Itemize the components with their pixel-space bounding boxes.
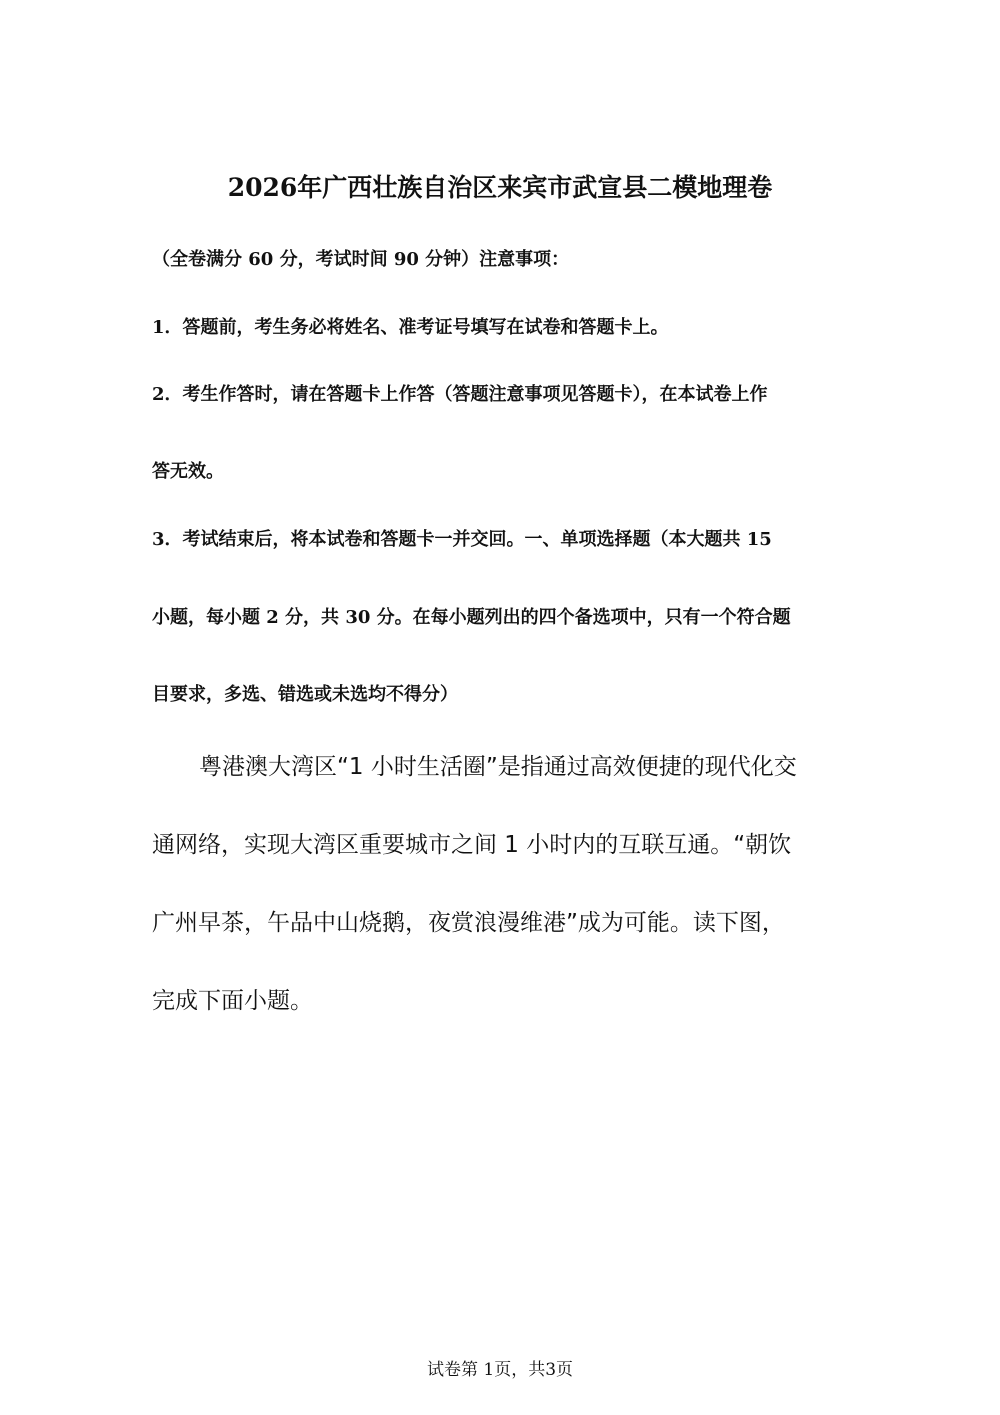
page-footer: 试卷第 1页，共3页 bbox=[426, 1360, 574, 1380]
notice-item-3: 3．考试结束后，将本试卷和答题卡一并交回。一、单项选择题（本大题共 15 bbox=[152, 529, 772, 550]
page-title: 2026年广西壮族自治区来宾市武宣县二模地理卷 bbox=[227, 173, 773, 202]
passage-line-1: 粤港澳大湾区“1 小时生活圈”是指通过高效便捷的现代化交 bbox=[199, 754, 797, 780]
notice-item-2-cont: 答无效。 bbox=[152, 461, 224, 482]
notice-item-1: 1．答题前，考生务必将姓名、准考证号填写在试卷和答题卡上。 bbox=[152, 317, 669, 338]
section-instructions: 小题，每小题 2 分，共 30 分。在每小题列出的四个备选项中，只有一个符合题 bbox=[152, 607, 791, 628]
passage-line-4: 完成下面小题。 bbox=[152, 988, 313, 1014]
passage-line-2: 通网络，实现大湾区重要城市之间 1 小时内的互联互通。“朝饮 bbox=[152, 832, 792, 858]
section-instructions-cont: 目要求，多选、错选或未选均不得分） bbox=[152, 684, 458, 705]
passage-line-3: 广州早茶，午品中山烧鹅，夜赏浪漫维港”成为可能。读下图， bbox=[152, 910, 785, 936]
notice-header: （全卷满分 60 分，考试时间 90 分钟）注意事项： bbox=[152, 249, 570, 270]
notice-item-2: 2．考生作答时，请在答题卡上作答（答题注意事项见答题卡），在本试卷上作 bbox=[152, 384, 768, 405]
